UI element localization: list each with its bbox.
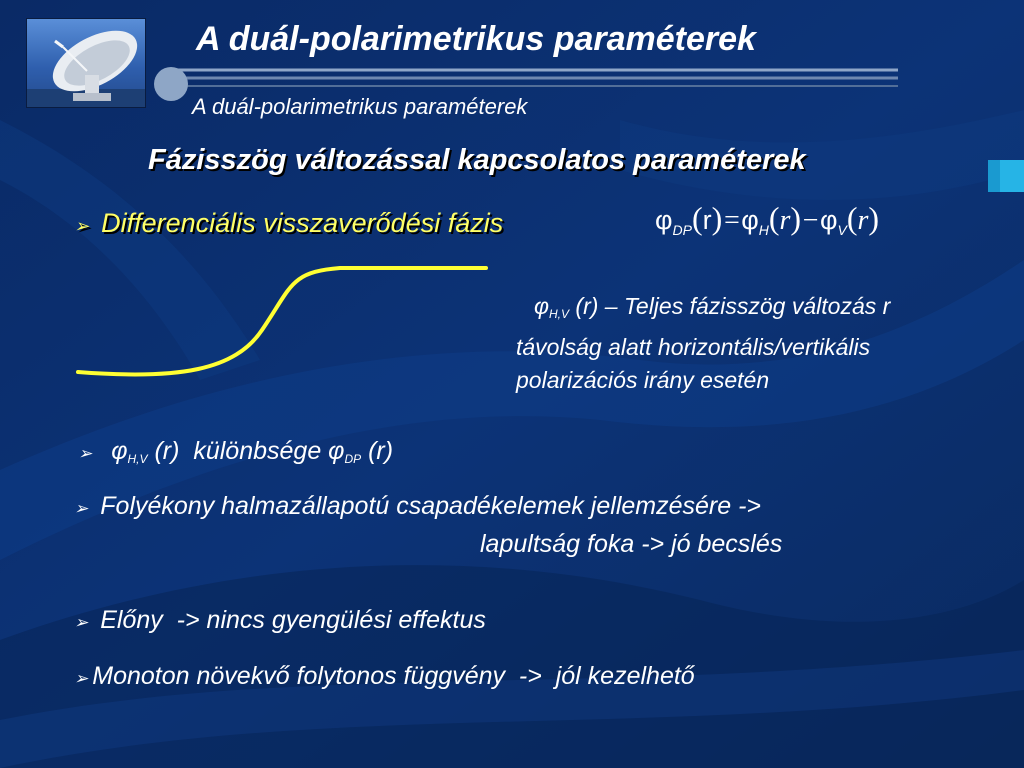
bullet-differential-phase xyxy=(74,208,503,239)
page-title: A duál-polarimetrikus paraméterek xyxy=(196,20,756,58)
bullet-arrow-icon: ➢ xyxy=(78,444,93,463)
page-subtitle: A duál-polarimetrikus paraméterek xyxy=(192,94,528,119)
bullet-arrow-icon: ➢ xyxy=(74,216,90,236)
phase-formula: $\varphi_{DP}(r)=\varphi_H(r)-\varphi_V(r)$ xyxy=(655,200,880,238)
phase-description xyxy=(516,290,1016,397)
bullet-arrow-icon: ➢ xyxy=(74,499,89,518)
bullet-liquid-precipitation-cont: lapultság foka -> jó becslés xyxy=(480,530,783,558)
radar-dish-logo xyxy=(26,18,146,108)
desc-line-1: $\varphi_{H,V}$ (r) – Teljes fázisszög változás r xyxy=(534,293,891,321)
bullet-text: Differenciális visszaverődési fázis xyxy=(101,208,504,238)
radar-dish-icon xyxy=(27,19,145,107)
section-heading: Fázisszög változással kapcsolatos paraméterek xyxy=(148,144,806,176)
bullet-monotonic: ➢ Monoton növekvő folytonos függvény -> jól kezelhető xyxy=(74,662,695,690)
bullet-arrow-icon: ➢ xyxy=(74,669,89,688)
bullet-arrow-icon: ➢ xyxy=(74,613,89,632)
bullet-advantage: ➢ Előny -> nincs gyengülési effektus xyxy=(74,606,486,634)
bullet-liquid-precipitation: ➢ Folyékony halmazállapotú csapadékelemek jellemzésére -> xyxy=(74,492,762,520)
bullet-difference: ➢ $\varphi_{H,V}$ (r) különbsége $\varphi_{DP}$ (r) xyxy=(78,437,394,466)
desc-line-3: polarizációs irány esetén xyxy=(516,367,770,393)
desc-line-2: távolság alatt horizontális/vertikális xyxy=(516,334,871,360)
